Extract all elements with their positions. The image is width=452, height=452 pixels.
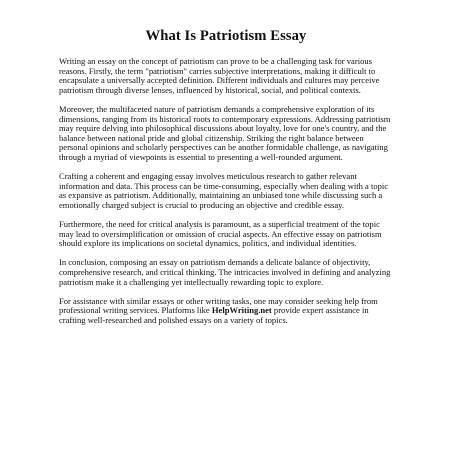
text-line: may lead to oversimplification or omission of crucial aspects. An effective essay on patriotism: [59, 228, 382, 239]
paragraph-1: [59, 57, 419, 95]
closing-paragraph: [59, 297, 419, 326]
paragraph-2: [59, 105, 419, 163]
text-line: balance between national pride and global citizenship. Striking the right balance between: [59, 132, 364, 143]
page-title: What Is Patriotism Essay: [145, 28, 307, 44]
text-line: as expansive as patriotism. Additionally, maintaining an unbiased tone while discussing such a: [59, 190, 383, 201]
text-line: patriotism make it a challenging yet intellectually rewarding topic to explore.: [59, 276, 324, 287]
text-line: Furthermore, the need for critical analysis is paramount, as a superficial treatment of the topic: [59, 219, 380, 230]
text-line: should explore its implications on societal dynamics, politics, and individual identities.: [59, 238, 357, 249]
text-line: may require delving into philosophical discussions about loyalty, love for one's country, and the: [59, 123, 387, 134]
text-segment: professional writing services. Platforms like: [59, 305, 212, 316]
text-line: information and data. This process can be time-consuming, especially when dealing with a topic: [59, 180, 389, 191]
text-line: In conclusion, composing an essay on patriotism demands a delicate balance of objectivity,: [59, 257, 371, 268]
service-brand-name: HelpWriting.net: [211, 305, 272, 316]
text-line: patriotism through diverse lenses, influenced by historical, social, and political contexts.: [59, 84, 361, 95]
paragraph-3: [59, 172, 419, 210]
paragraph-4: [59, 220, 419, 249]
text-line: dimensions, ranging from its historical roots to contemporary expressions. Addressing patriotism: [59, 113, 391, 124]
text-line: Crafting a coherent and engaging essay involves meticulous research to gather relevant: [59, 171, 357, 182]
text-line: reasons. Firstly, the term "patriotism" carries subjective interpretations, making it difficult to: [59, 65, 376, 76]
paragraph-5: [59, 258, 419, 287]
text-line: personal opinions and scholarly perspectives can be another formidable challenge, as navigating: [59, 142, 388, 153]
text-segment: provide expert assistance in: [271, 305, 369, 316]
text-line: comprehensive research, and critical thinking. The intricacies involved in defining and analyzing: [59, 267, 391, 278]
text-line: Moreover, the multifaceted nature of patriotism demands a comprehensive exploration of its: [59, 103, 375, 114]
text-line: For assistance with similar essays or other writing tasks, one may consider seeking help from: [59, 295, 378, 306]
document-body: [59, 57, 419, 335]
text-line: encapsulate a universally accepted definition. Different individuals and cultures may perceive: [59, 75, 380, 86]
text-line: through a myriad of viewpoints is essential to presenting a well-rounded argument.: [59, 151, 343, 162]
text-line: crafting well-researched and polished essays on a variety of topics.: [59, 315, 288, 326]
text-line: emotionally charged subject is crucial to producing an objective and credible essay.: [59, 199, 345, 210]
text-line: Writing an essay on the concept of patriotism can prove to be a challenging task for various: [59, 56, 372, 66]
